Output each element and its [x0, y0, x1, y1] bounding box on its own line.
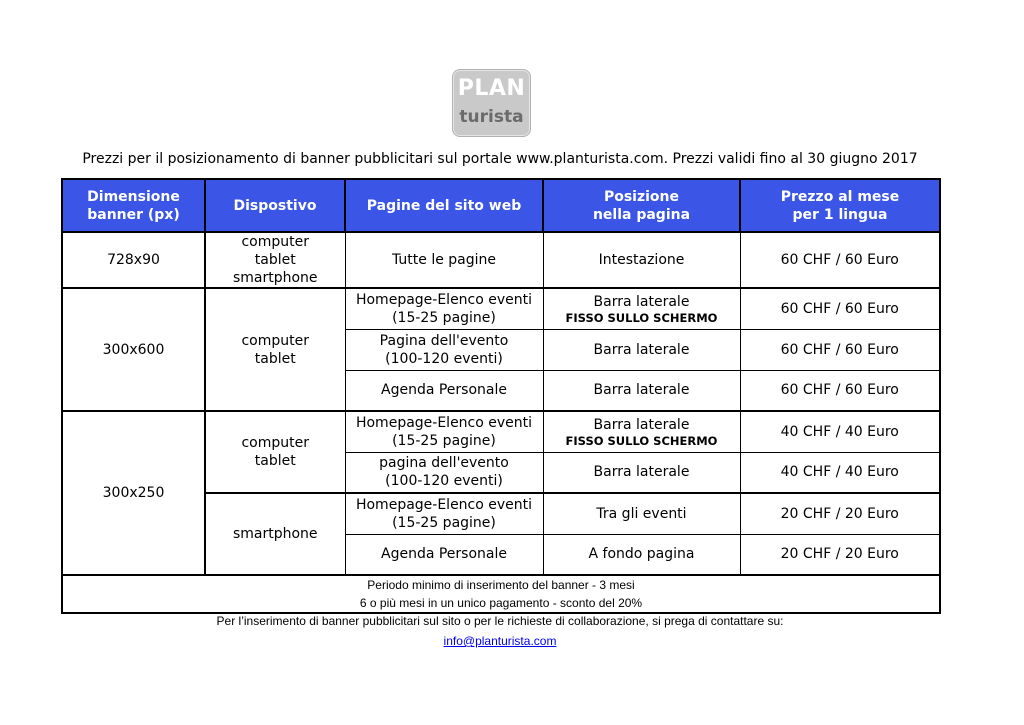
table-row [62, 232, 940, 288]
size-cell: 728x90 [62, 232, 205, 288]
planturista-logo [452, 69, 531, 137]
page-line: pagina dell'evento [379, 455, 509, 472]
header-dimension-l1: Dimensione [87, 188, 180, 205]
logo-line-plan: PLAN [457, 76, 526, 101]
size-cell: 300x250 [62, 411, 205, 575]
price-cell: 20 CHF / 20 Euro [740, 534, 940, 575]
logo-line-turista: turista [459, 107, 524, 127]
header-price-l1: Prezzo al mese [780, 188, 900, 205]
device-line: computer [241, 435, 310, 451]
device-cell [205, 411, 345, 493]
header-pages [345, 179, 543, 232]
price-table [61, 178, 941, 614]
price-cell: 60 CHF / 60 Euro [740, 232, 940, 288]
page-cell [345, 493, 543, 534]
position-note: FISSO SULLO SCHERMO [565, 433, 718, 448]
table-row [62, 411, 940, 452]
device-line: tablet [254, 350, 296, 367]
page-cell: Agenda Personale [345, 370, 543, 411]
position-note: FISSO SULLO SCHERMO [565, 310, 718, 325]
page-line: Pagina dell'evento [379, 332, 509, 349]
page-line: Homepage-Elenco eventi [355, 496, 533, 513]
header-price [740, 179, 940, 232]
page-line: (15-25 pagine) [392, 309, 496, 326]
footnote-line: Periodo minimo di inserimento del banner - 3 mesi [367, 578, 635, 592]
header-dimension [62, 179, 205, 232]
table-header-row [62, 179, 940, 232]
position-cell: Intestazione [543, 232, 740, 288]
device-line: smartphone [232, 270, 318, 286]
price-cell: 60 CHF / 60 Euro [740, 329, 940, 370]
device-cell [205, 232, 345, 288]
page-cell [345, 288, 543, 329]
position-cell: Barra laterale [543, 329, 740, 370]
page-line: (15-25 pagine) [392, 432, 496, 449]
page-line: Homepage-Elenco eventi [355, 414, 533, 431]
header-device-l1: Dispostivo [233, 197, 317, 214]
page-cell [345, 452, 543, 493]
header-dimension-l2: banner (px) [87, 206, 180, 223]
position-line: Barra laterale [593, 293, 690, 310]
page-line: Homepage-Elenco eventi [355, 291, 533, 308]
position-cell: A fondo pagina [543, 534, 740, 575]
price-cell: 60 CHF / 60 Euro [740, 370, 940, 411]
page-cell [345, 329, 543, 370]
header-price-l2: per 1 lingua [792, 206, 888, 223]
device-cell: smartphone [205, 493, 345, 575]
table-footnote-row [62, 575, 940, 613]
position-line: Barra laterale [593, 416, 690, 433]
position-cell: Barra laterale [543, 370, 740, 411]
device-line: computer [241, 332, 310, 349]
page-cell: Tutte le pagine [345, 232, 543, 288]
header-pages-l1: Pagine del sito web [366, 197, 522, 214]
position-cell [543, 411, 740, 452]
page-cell [345, 411, 543, 452]
header-position [543, 179, 740, 232]
price-cell: 20 CHF / 20 Euro [740, 493, 940, 534]
footnote-cell [62, 575, 940, 613]
size-cell: 300x600 [62, 288, 205, 411]
contact-text: Per l’inserimento di banner pubblicitari sul sito o per le richieste di collaborazione, si prega di contattare su: [216, 614, 784, 628]
page-line: (15-25 pagine) [392, 514, 496, 531]
header-device [205, 179, 345, 232]
position-cell: Tra gli eventi [543, 493, 740, 534]
footnote-line: 6 o più mesi in un unico pagamento - sconto del 20% [359, 596, 643, 610]
page-line: (100-120 eventi) [385, 473, 503, 490]
position-cell [543, 288, 740, 329]
device-line: tablet [254, 453, 296, 469]
device-cell [205, 288, 345, 411]
price-cell: 60 CHF / 60 Euro [740, 288, 940, 329]
intro-text: Prezzi per il posizionamento di banner pubblicitari sul portale www.planturista.com. Prezzi validi fino al 30 giugno 2017 [82, 151, 918, 167]
header-position-l2: nella pagina [592, 206, 691, 223]
position-cell: Barra laterale [543, 452, 740, 493]
device-line: computer [241, 234, 310, 250]
header-position-l1: Posizione [603, 188, 680, 205]
page-cell: Agenda Personale [345, 534, 543, 575]
email-wrapper [0, 634, 1000, 648]
page-line: (100-120 eventi) [385, 350, 503, 367]
device-line: tablet [254, 252, 296, 268]
price-cell: 40 CHF / 40 Euro [740, 411, 940, 452]
table-row [62, 288, 940, 329]
price-cell: 40 CHF / 40 Euro [740, 452, 940, 493]
email-link[interactable]: info@planturista.com [443, 634, 557, 648]
